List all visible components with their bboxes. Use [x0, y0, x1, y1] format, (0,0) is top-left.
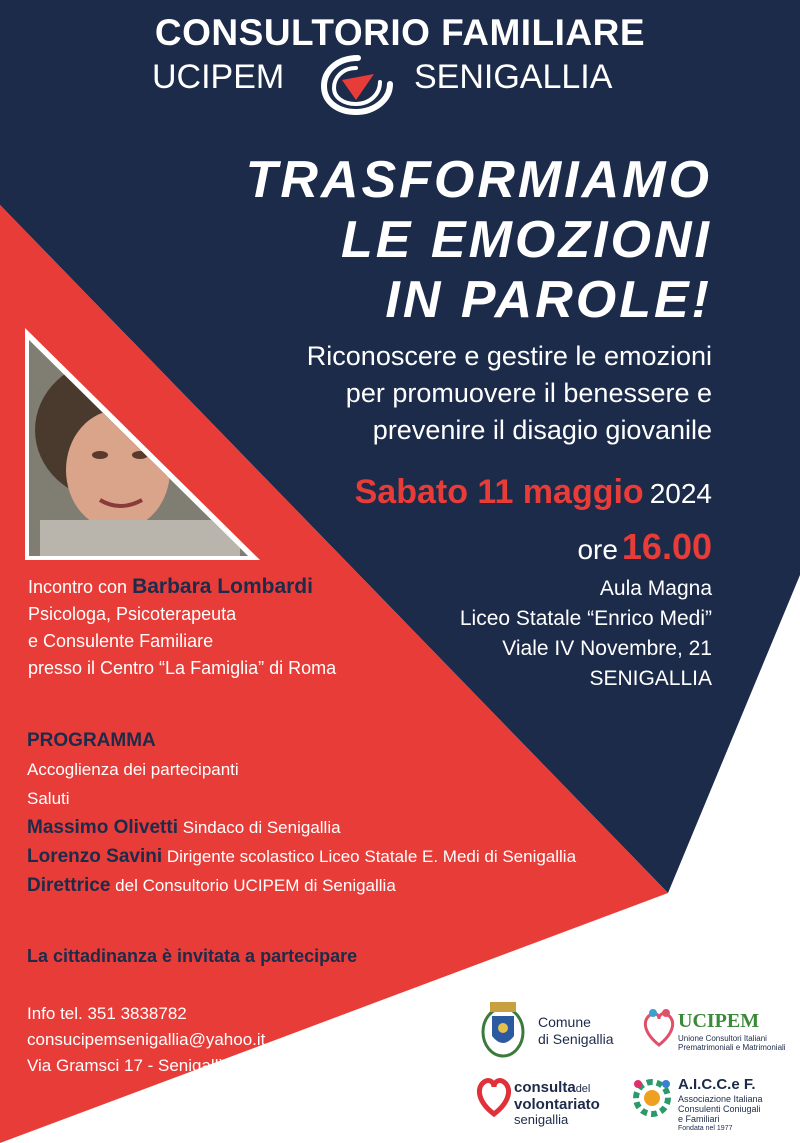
speaker-info: [28, 573, 358, 682]
headline: [72, 150, 712, 330]
contact-phone: Info tel. 351 3838782: [27, 1004, 187, 1023]
consulta-heart-icon: [474, 1074, 514, 1118]
program-item-desc: Sindaco di Senigallia: [182, 818, 341, 837]
subtitle: [92, 338, 712, 449]
program-item-name: Direttrice: [27, 875, 111, 896]
program-item-name: Massimo Olivetti: [27, 817, 178, 838]
program-item: [27, 813, 647, 842]
venue-line1: Aula Magna: [599, 577, 712, 600]
aiccef-logo-title: A.I.C.C.e F.: [678, 1076, 756, 1093]
ucipem-logo-sub: [678, 1034, 786, 1052]
ucipem-logo-title: UCIPEM: [678, 1010, 760, 1032]
comune-logo-text: [538, 1014, 614, 1048]
program-item-name: Lorenzo Savini: [27, 846, 163, 867]
venue-line4: SENIGALLIA: [589, 667, 712, 690]
org-title: CONSULTORIO FAMILIARE: [154, 12, 646, 53]
ucipem-sub2: Prematrimoniali e Matrimoniali: [678, 1043, 786, 1052]
event-date-text: Sabato 11 maggio: [354, 473, 644, 511]
subtitle-line1: Riconoscere e gestire le emozioni: [306, 341, 712, 371]
speaker-name: Barbara Lombardi: [132, 575, 313, 598]
aiccef-sub3: e Familiari: [678, 1114, 720, 1124]
venue-line3: Viale IV Novembre, 21: [502, 637, 712, 660]
event-venue: [352, 574, 712, 694]
aiccef-sub4: Fondata nel 1977: [678, 1125, 733, 1132]
program: [27, 726, 647, 900]
speaker-role-line1: Psicologa, Psicoterapeuta: [28, 604, 237, 624]
program-item: Accoglienza dei partecipanti: [27, 760, 239, 779]
speaker-intro: Incontro con: [28, 577, 128, 597]
program-item: Saluti: [27, 789, 70, 808]
ucipem-sub1: Unione Consultori Italiani: [678, 1034, 767, 1043]
aiccef-logo-sub: [678, 1094, 763, 1134]
ucipem-swirl-icon: [318, 52, 396, 116]
speaker-role-line2: e Consulente Familiare: [28, 631, 214, 651]
org-name-right: SENIGALLIA: [414, 58, 613, 96]
speaker-role-line3: presso il Centro “La Famiglia” di Roma: [28, 658, 337, 678]
event-time-prefix: ore: [577, 534, 618, 565]
consulta-logo-text: [514, 1080, 600, 1127]
headline-line3: IN PAROLE!: [385, 271, 712, 329]
program-item: [27, 842, 647, 871]
contact-info: [27, 1001, 265, 1079]
aiccef-gear-icon: [630, 1076, 674, 1120]
consulta-line1a: consulta: [514, 1079, 576, 1096]
contact-email: consucipemsenigallia@yahoo.it: [27, 1030, 266, 1049]
event-date: [355, 473, 712, 512]
headline-line2: LE EMOZIONI: [341, 211, 712, 269]
aiccef-sub1: Associazione Italiana: [678, 1094, 763, 1104]
event-time-value: 16.00: [621, 526, 712, 567]
subtitle-line3: prevenire il disagio giovanile: [372, 415, 712, 445]
consulta-line1b: del: [575, 1083, 591, 1095]
program-heading: PROGRAMMA: [27, 730, 156, 751]
comune-line2: di Senigallia: [538, 1031, 614, 1047]
aiccef-sub2: Consulenti Coniugali: [678, 1104, 761, 1114]
consulta-line3: senigallia: [514, 1112, 569, 1127]
org-name-left: UCIPEM: [152, 58, 285, 96]
venue-line2: Liceo Statale “Enrico Medi”: [459, 607, 712, 630]
contact-address: Via Gramsci 17 - Senigallia: [27, 1056, 232, 1075]
comune-line1: Comune: [538, 1014, 591, 1030]
subtitle-line2: per promuovere il benessere e: [345, 378, 712, 408]
consulta-line2: volontariato: [514, 1096, 600, 1113]
ucipem-hearts-icon: [640, 1005, 678, 1049]
event-time: [577, 526, 712, 568]
program-item-desc: del Consultorio UCIPEM di Senigallia: [115, 876, 396, 895]
comune-crest-icon: [478, 996, 528, 1060]
program-item-desc: Dirigente scolastico Liceo Statale E. Medi di Senigallia: [166, 847, 577, 866]
program-item: [27, 871, 647, 900]
invite-text: La cittadinanza è invitata a partecipare: [27, 946, 358, 966]
headline-line1: TRASFORMIAMO: [245, 151, 712, 209]
event-year: 2024: [649, 478, 712, 509]
